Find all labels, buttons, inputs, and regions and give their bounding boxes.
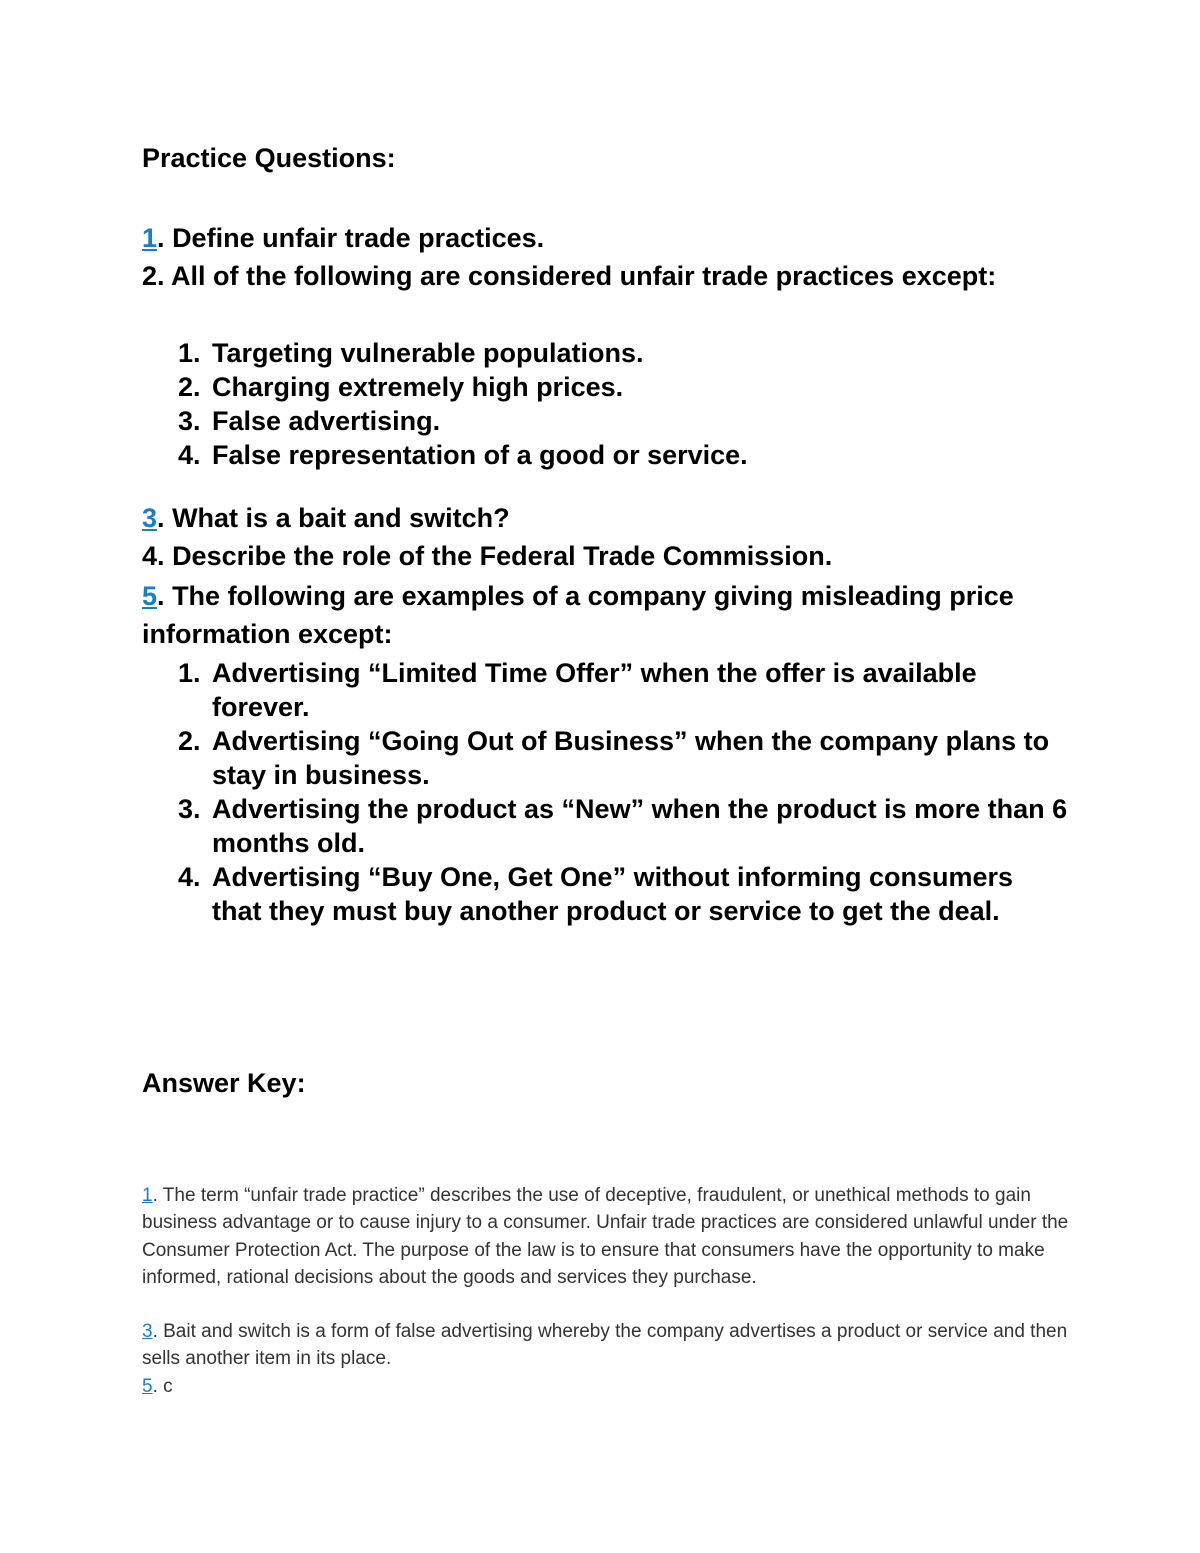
question-3: 3. What is a bait and switch?: [142, 503, 510, 533]
answer-key-heading: Answer Key:: [142, 1068, 306, 1098]
question-2-option: 3. False advertising.: [178, 406, 441, 436]
question-5-option: 2. Advertising “Going Out of Business” when the company plans to stay in business.: [178, 726, 1050, 790]
question-5-option: 4. Advertising “Buy One, Get One” without informing consumers that they must buy another product or service to get the deal.: [178, 862, 1014, 926]
question-4: 4. Describe the role of the Federal Trade Commission.: [142, 541, 833, 571]
question-5-text: The following are examples of a company giving misleading price information except:: [142, 581, 1014, 649]
question-5: 5. The following are examples of a company giving misleading price information except:: [142, 581, 1014, 649]
question-2-option: 1. Targeting vulnerable populations.: [178, 338, 644, 368]
answer-1-text: The term “unfair trade practice” describes the use of deceptive, fraudulent, or unethical methods to gain business advantage or to cause injury to a consumer. Unfair trade practices are considered unlawful under the Consumer Protection Act. The purpose of the law is to ensure that consumers have the opportunity to make informed, rational decisions about the goods and services they purchase.: [142, 1185, 1069, 1288]
question-3-link[interactable]: 3: [142, 503, 158, 533]
question-3-text: What is a bait and switch?: [172, 503, 510, 533]
answer-3-text: Bait and switch is a form of false advertising whereby the company advertises a product or service and then sells another item in its place.: [142, 1321, 1068, 1370]
question-1-text: Define unfair trade practices.: [172, 223, 545, 253]
practice-questions-heading: Practice Questions:: [142, 143, 396, 173]
question-5-option: 3. Advertising the product as “New” when the product is more than 6 months old.: [178, 794, 1068, 858]
answer-1: 1. The term “unfair trade practice” describes the use of deceptive, fraudulent, or unethical methods to gain business advantage or to cause injury to a consumer. Unfair trade practices are considered unlawful under the Consumer Protection Act. The purpose of the law is to ensure that consumers have the opportunity to make informed, rational decisions about the goods and services they purchase.: [142, 1185, 1069, 1288]
question-1: 1. Define unfair trade practices.: [142, 223, 545, 253]
answer-1-link[interactable]: 1: [142, 1185, 153, 1206]
question-2-option: 2. Charging extremely high prices.: [178, 372, 624, 402]
answer-5: 5. c: [142, 1376, 173, 1397]
question-2-number: 2: [142, 261, 158, 291]
question-2-text: All of the following are considered unfair trade practices except:: [171, 261, 997, 291]
question-4-number: 4: [142, 541, 158, 571]
question-2-option: 4. False representation of a good or service.: [178, 440, 748, 470]
question-2: 2. All of the following are considered unfair trade practices except:: [142, 261, 997, 291]
answer-3-link[interactable]: 3: [142, 1321, 153, 1342]
answer-5-text: c: [157, 1376, 173, 1397]
question-5-option: 1. Advertising “Limited Time Offer” when the offer is available forever.: [178, 658, 977, 722]
answer-3: 3. Bait and switch is a form of false advertising whereby the company advertises a product or service and then sells another item in its place.: [142, 1321, 1068, 1370]
answer-5-link[interactable]: 5: [142, 1376, 153, 1397]
question-5-link[interactable]: 5: [142, 581, 158, 611]
question-1-link[interactable]: 1: [142, 223, 158, 253]
question-4-text: Describe the role of the Federal Trade Commission.: [172, 541, 833, 571]
